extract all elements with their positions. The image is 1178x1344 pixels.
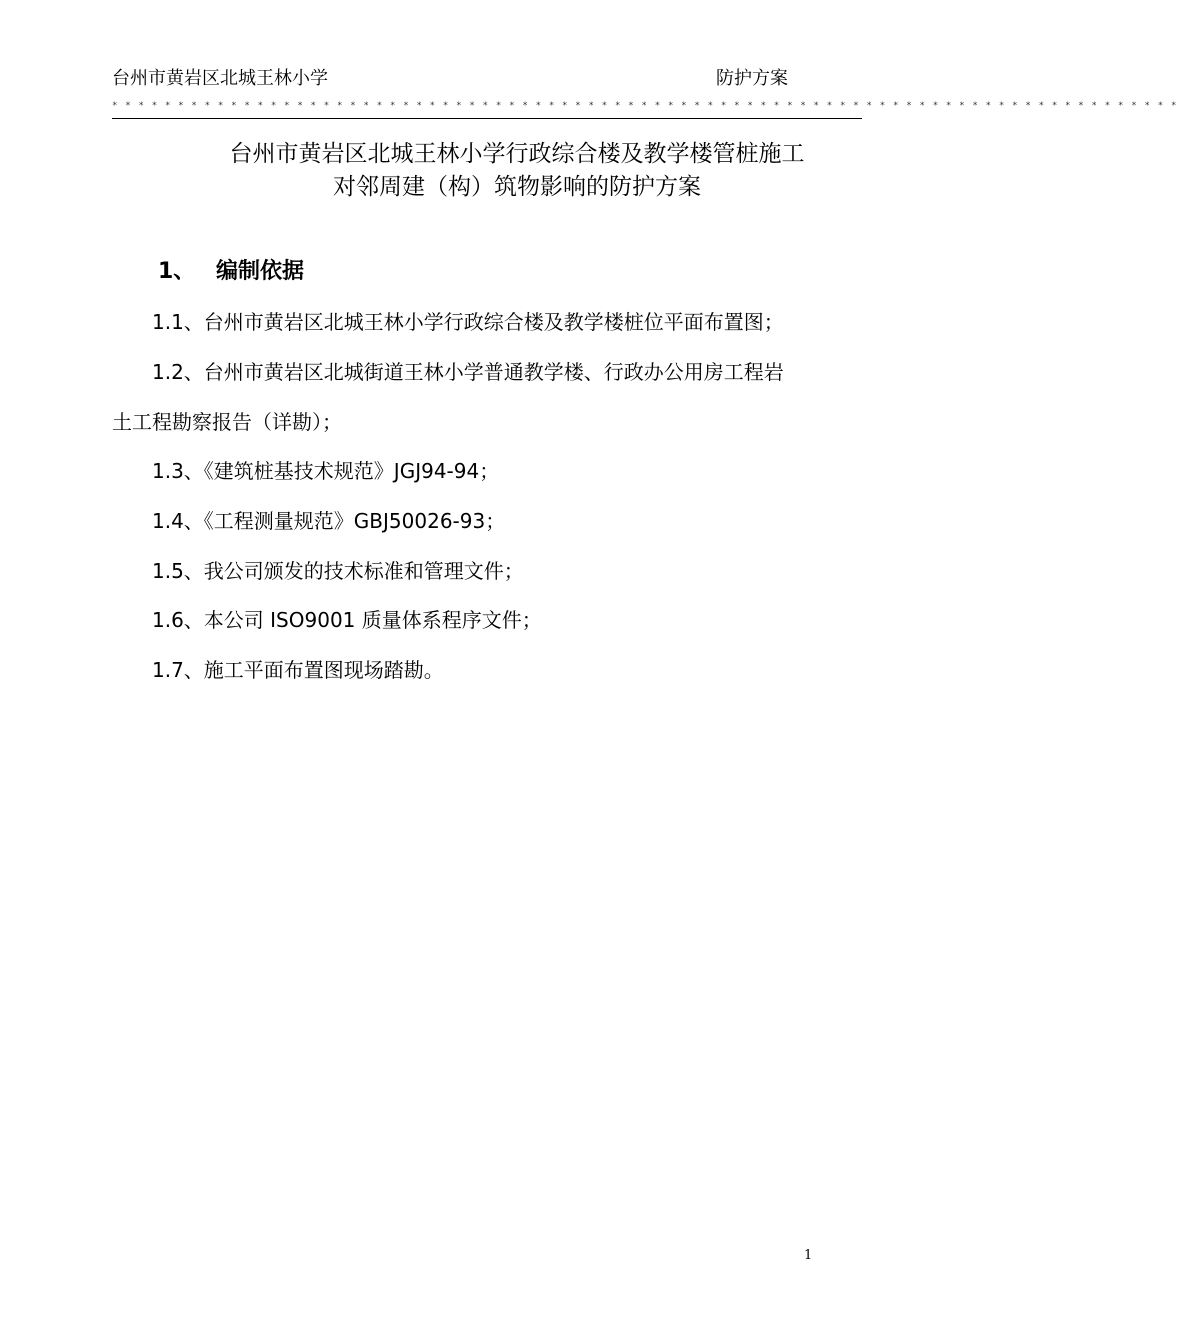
list-item-continuation: 土工程勘察报告（详勘）；: [112, 410, 342, 434]
title-line-2: 对邻周建（构）筑物影响的防护方案: [333, 174, 701, 200]
section-title: 编制依据: [216, 259, 305, 284]
list-item: 1.7、施工平面布置图现场踏勘。: [152, 658, 444, 682]
list-item: 1.3、《建筑桩基技术规范》JGJ94-94；: [152, 459, 500, 483]
list-item: 1.4、《工程测量规范》GBJ50026-93；: [152, 509, 506, 533]
page-header: [112, 64, 860, 92]
section-number: 1、: [158, 259, 196, 284]
header-doc-type: 防护方案: [716, 68, 788, 89]
header-school-name: 台州市黄岩区北城王林小学: [112, 68, 328, 89]
list-item: 1.2、台州市黄岩区北城街道王林小学普通教学楼、行政办公用房工程岩: [152, 360, 784, 384]
header-star-divider: * * * * * * * * * * * * * * * * * * * * * * * * * * * * * * * * * * * * * * * * * * * * * * * * * * * * * * * * * * * * * * * * * * * * * * * * * * * * * * * * *: [112, 101, 1178, 111]
list-item: 1.6、本公司 ISO9001 质量体系程序文件；: [152, 608, 542, 632]
title-line-1: 台州市黄岩区北城王林小学行政综合楼及教学楼管桩施工: [229, 141, 805, 167]
list-item: 1.1、台州市黄岩区北城王林小学行政综合楼及教学楼桩位平面布置图；: [152, 310, 784, 334]
document-title: [112, 138, 922, 204]
list-item: 1.5、我公司颁发的技术标准和管理文件；: [152, 559, 524, 583]
section-heading: [158, 254, 304, 285]
header-rule: [112, 118, 862, 119]
page-number: 1: [804, 1248, 813, 1263]
